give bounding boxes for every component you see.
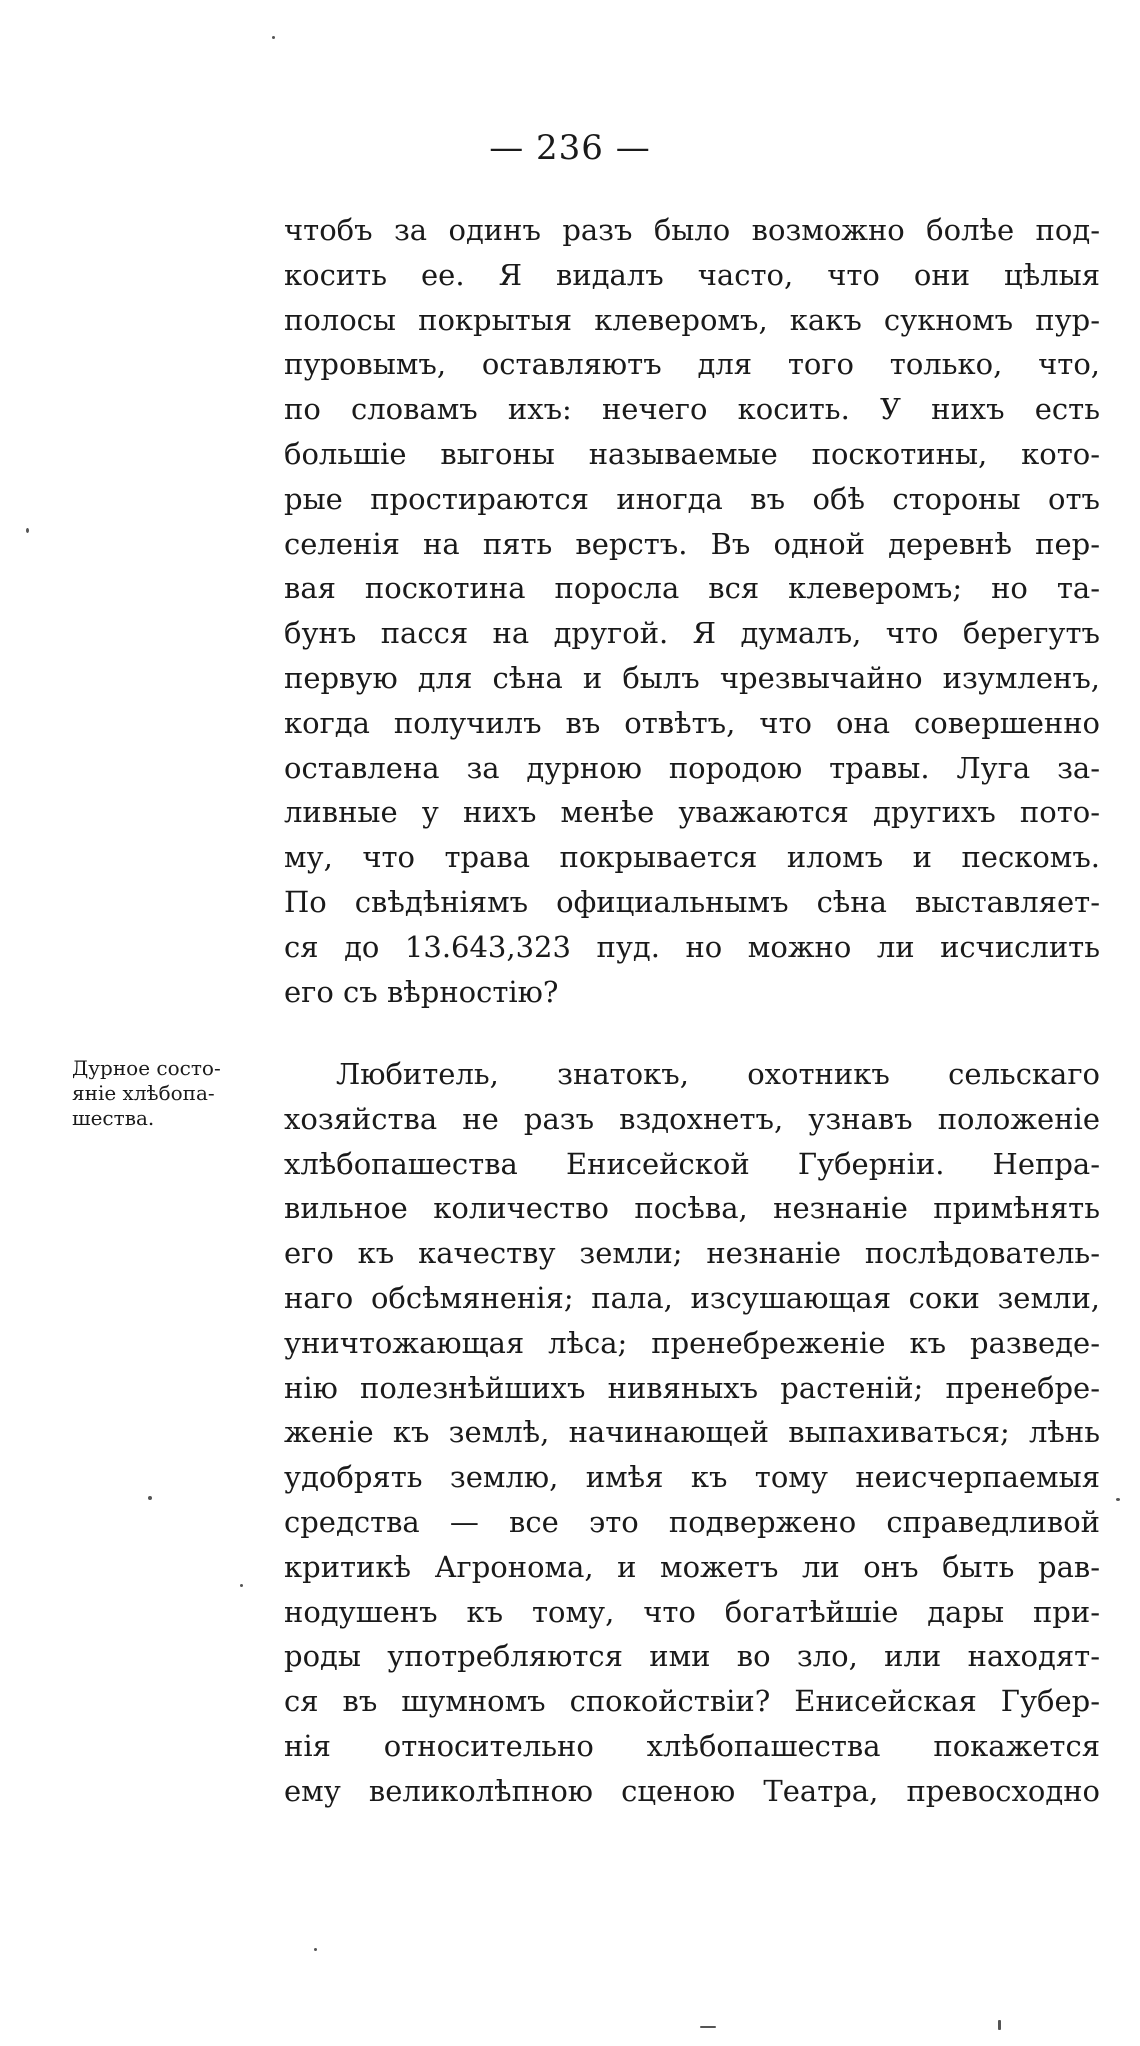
- marginal-note: [72, 1056, 282, 1131]
- text-line: пуровымъ, оставляютъ для того только, что,: [284, 347, 1100, 382]
- text-line: хозяйства не разъ вздохнетъ, узнавъ положеніе: [284, 1101, 1100, 1136]
- text-line: уничтожающая лѣса; пренебреженіе къ разведе-: [284, 1325, 1100, 1360]
- text-line: удобрять землю, имѣя къ тому неисчерпаемыя: [284, 1460, 1100, 1495]
- text-line: нодушенъ къ тому, что богатѣйшіе дары при-: [284, 1594, 1100, 1629]
- text-line: бунъ пасся на другой. Я думалъ, что берегутъ: [284, 616, 1100, 651]
- text-line: полосы покрытыя клеверомъ, какъ сукномъ пур-: [284, 302, 1100, 337]
- page-number: — 236 —: [489, 128, 651, 168]
- text-line: первую для сѣна и былъ чрезвычайно изумленъ,: [284, 660, 1100, 695]
- text-line: большіе выгоны называемые поскотины, кото-: [284, 436, 1100, 471]
- scan-speck: [314, 1948, 317, 1951]
- text-line: ся до 13.643,323 пуд. но можно ли исчислить: [284, 929, 1100, 964]
- scan-speck: [148, 1496, 152, 1500]
- text-line: ему великолѣпною сценою Театра, превосходно: [284, 1773, 1100, 1808]
- text-line: хлѣбопашества Енисейской Губерніи. Непра-: [284, 1146, 1100, 1181]
- continued-paragraph: [284, 208, 1100, 1014]
- scan-speck: [700, 2026, 716, 2028]
- text-line: чтобъ за одинъ разъ было возможно болѣе под-: [284, 213, 1100, 247]
- text-line: его съ вѣрностію?: [284, 974, 559, 1009]
- scan-speck: [272, 36, 275, 39]
- text-line: По свѣдѣніямъ официальнымъ сѣна выставляет-: [284, 884, 1100, 919]
- text-line: его къ качеству земли; незнаніе послѣдователь-: [284, 1236, 1100, 1271]
- text-line: косить ее. Я видалъ часто, что они цѣлыя: [284, 257, 1100, 292]
- scan-speck: [240, 1584, 243, 1587]
- marginal-note-line: яніе хлѣбопа-: [72, 1081, 215, 1105]
- text-line: когда получилъ въ отвѣтъ, что она совершенно: [284, 705, 1100, 740]
- text-line: нію полезнѣйшихъ нивяныхъ растеній; пренебре-: [284, 1370, 1100, 1405]
- text-line: по словамъ ихъ: нечего косить. У нихъ есть: [284, 392, 1100, 427]
- text-line: наго обсѣмяненія; пала, изсушающая соки земли,: [284, 1280, 1100, 1315]
- text-line: оставлена за дурною породою травы. Луга за-: [284, 750, 1100, 785]
- text-line: женіе къ землѣ, начинающей выпахиваться; лѣнь: [284, 1415, 1100, 1450]
- scan-speck: [998, 2020, 1001, 2030]
- scan-speck: [26, 528, 29, 533]
- text-line: Любитель, знатокъ, охотникъ сельскаго: [336, 1057, 1100, 1091]
- text-line: вильное количество посѣва, незнаніе примѣнять: [284, 1191, 1100, 1226]
- text-line: му, что трава покрывается иломъ и пескомъ.: [284, 840, 1100, 875]
- text-line: ливные у нихъ менѣе уважаются другихъ пото-: [284, 795, 1100, 830]
- text-line: ся въ шумномъ спокойствіи? Енисейская Губер-: [284, 1684, 1100, 1719]
- new-paragraph: [284, 1052, 1100, 1814]
- marginal-note-line: шества.: [72, 1106, 155, 1130]
- text-line: роды употребляются ими во зло, или находят-: [284, 1639, 1100, 1674]
- text-line: селенія на пять верстъ. Въ одной деревнѣ пер-: [284, 526, 1100, 561]
- text-line: рые простираются иногда въ обѣ стороны отъ: [284, 481, 1100, 516]
- text-line: нія относительно хлѣбопашества покажется: [284, 1728, 1100, 1763]
- text-line: критикѣ Агронома, и можетъ ли онъ быть рав-: [284, 1549, 1100, 1584]
- text-line: средства — все это подвержено справедливой: [284, 1504, 1100, 1539]
- text-line: вая поскотина поросла вся клеверомъ; но та-: [284, 571, 1100, 606]
- scan-speck: [1116, 1498, 1120, 1501]
- marginal-note-line: Дурное состо-: [72, 1056, 221, 1080]
